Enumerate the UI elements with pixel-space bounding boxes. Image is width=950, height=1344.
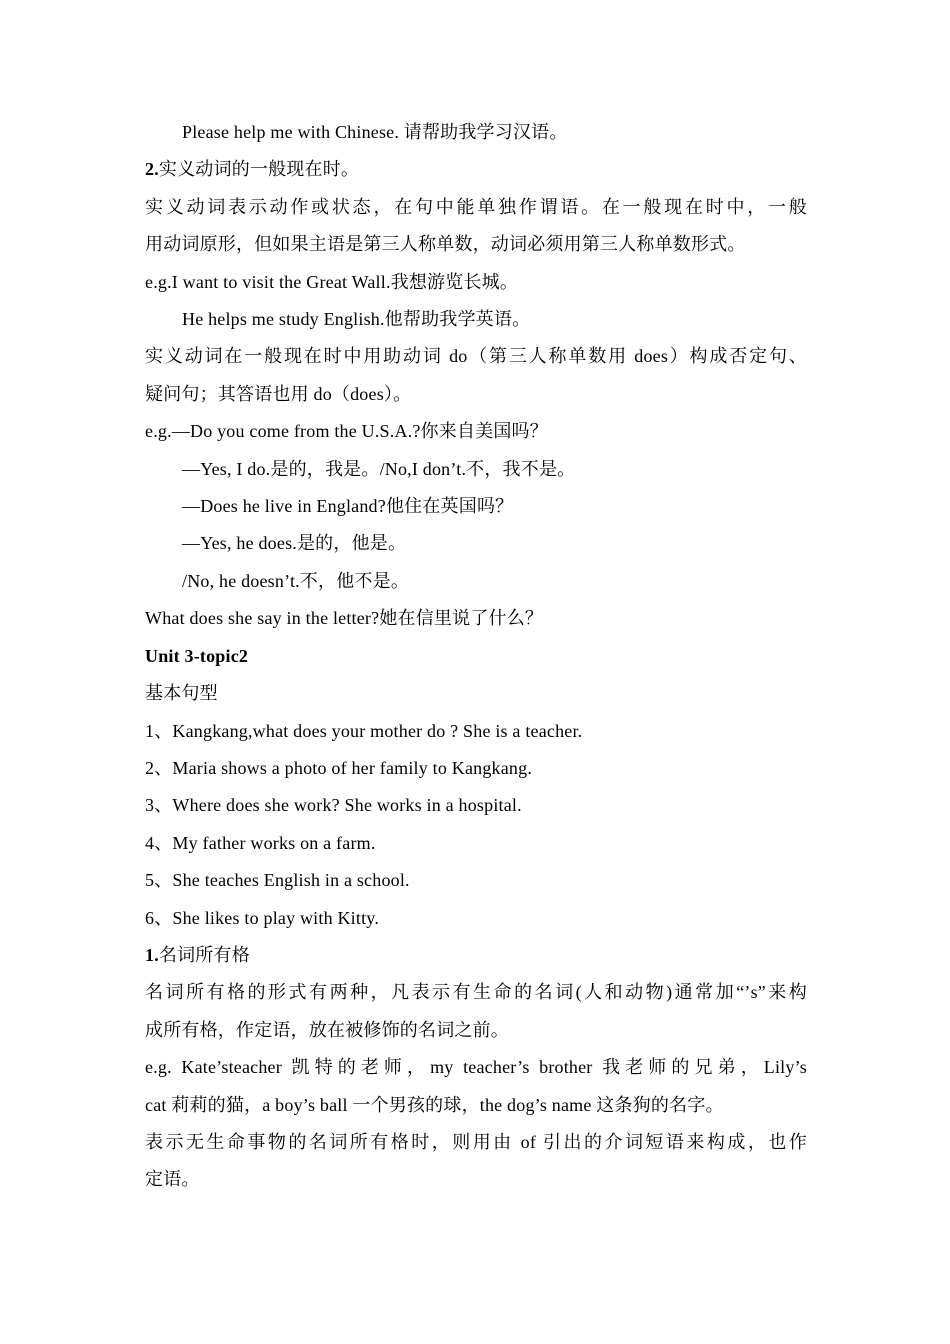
example-line: What does she say in the letter?她在信里说了什么？ [145,608,544,629]
text-line: 实义动词在一般现在时中用助动词 do（第三人称单数用 does）构成否定句、 [145,346,807,367]
example-line: —Does he live in England?他住在英国吗？ [182,496,514,517]
example-line: He helps me study English.他帮助我学英语。 [182,309,531,330]
list-item: 3、Where does she work? She works in a hospital. [145,795,522,816]
example-line: —Yes, I do.是的，我是。/No,I don’t.不，我不是。 [182,458,576,479]
document-body [145,114,807,1199]
section-title: 名词所有格 [158,944,250,965]
list-item: 4、My father works on a farm. [145,832,376,853]
example-line: e.g. Kate’steacher 凯特的老师，my teacher’s brother 我老师的兄弟，Lily’s [145,1057,807,1078]
list-item: 6、She likes to play with Kitty. [145,907,380,928]
subheading: 基本句型 [145,683,218,704]
list-item: 5、She teaches English in a school. [145,870,410,891]
example-line: e.g.I want to visit the Great Wall.我想游览长城。 [145,271,519,292]
section-number: 2. [145,159,159,180]
text-line: Please help me with Chinese. 请帮助我学习汉语。 [182,122,568,142]
text-line: 疑问句；其答语也用 do（does）。 [145,383,412,404]
example-line: —Yes, he does.是的，他是。 [182,533,407,554]
unit-heading: Unit 3-topic2 [145,645,249,666]
section-number: 1. [145,944,159,965]
list-item: 1、Kangkang,what does your mother do ? She is a teacher. [145,720,583,741]
text-line: 实义动词表示动作或状态，在句中能单独作谓语。在一般现在时中，一般 [145,196,807,217]
list-item: 2、Maria shows a photo of her family to Kangkang. [145,757,533,778]
example-line: /No, he doesn’t.不，他不是。 [182,570,410,591]
section-heading [145,937,807,974]
section-title: 实义动词的一般现在时。 [158,159,360,180]
example-line: cat 莉莉的猫，a boy’s ball 一个男孩的球，the dog’s name 这条狗的名字。 [145,1094,724,1115]
text-line: 定语。 [145,1169,200,1190]
text-line: 名词所有格的形式有两种，凡表示有生命的名词(人和动物)通常加“’s”来构 [145,982,807,1003]
text-line: 用动词原形，但如果主语是第三人称单数，动词必须用第三人称单数形式。 [145,234,746,255]
text-line: 表示无生命事物的名词所有格时，则用由 of 引出的介词短语来构成，也作 [145,1131,807,1152]
section-heading [145,151,807,188]
text-line: 成所有格，作定语，放在被修饰的名词之前。 [145,1019,509,1040]
example-line: e.g.—Do you come from the U.S.A.?你来自美国吗？ [145,421,548,442]
